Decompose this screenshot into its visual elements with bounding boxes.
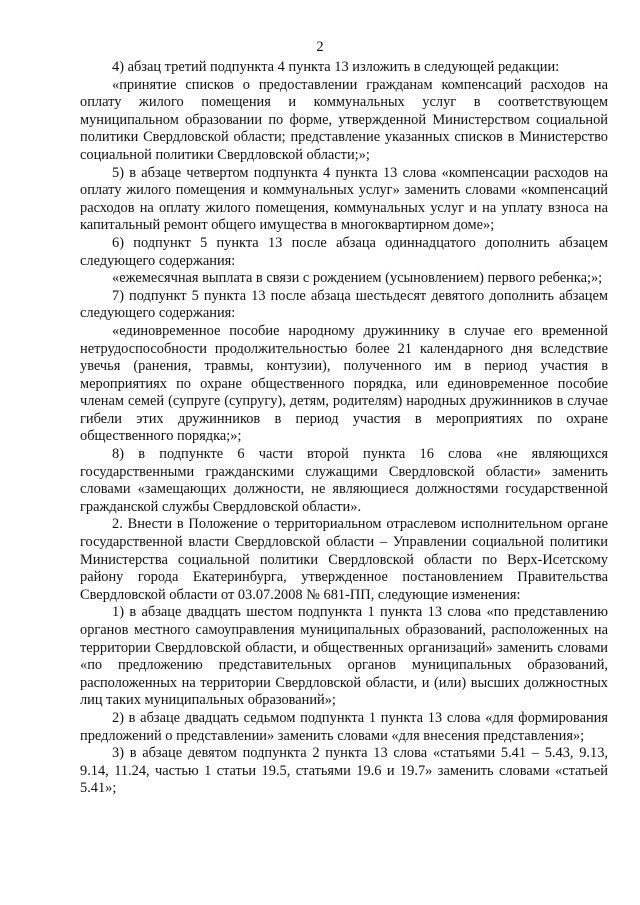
paragraph-section-2-item-1: 1) в абзаце двадцать шестом подпункта 1 пункта 13 слова «по представлению органов местного самоуправления муниципальных образований, расположенных на территории Свердловской области, и общественных организаций» заменить словами «по предложению представительных органов муниципальных образований, расположенных на территории Свердловской области, и (или) высших должностных лиц таких муниципальных образований»; — [80, 604, 608, 709]
paragraph-section-2: 2. Внести в Положение о территориальном отраслевом исполнительном органе государственной власти Свердловской области – Управлении социальной политики Министерства социальной политики Свердловской области по Верх-Исетскому району города Екатеринбурга, утвержденное постановлением Правительства Свердловской области от 03.07.2008 № 681-ПП, следующие изменения: — [80, 516, 608, 603]
paragraph-section-2-item-2: 2) в абзаце двадцать седьмом подпункта 1 пункта 13 слова «для формирования предложений о представлении» заменить словами «для внесения представления»; — [80, 709, 608, 744]
paragraph-item-4-heading: 4) абзац третий подпункта 4 пункта 13 изложить в следующей редакции: — [112, 59, 560, 75]
paragraph-quote-lump-sum-allowance: «единовременное пособие народному дружиннику в случае его временной нетрудоспособности продолжительностью более 21 календарного дня вследствие увечья (ранения, травмы, контузии), полученного им в период участия в мероприятиях по охране общественного порядка, или единовременное пособие членам семей (супруге (супругу), детям, родителям) народных дружинников в случае гибели этих дружинников в период участия в мероприятиях по охране общественного порядка;»; — [80, 322, 608, 445]
paragraph-item-6: 6) подпункт 5 пункта 13 после абзаца одиннадцатого дополнить абзацем следующего содержания: — [80, 234, 608, 269]
paragraph-section-2-item-3: 3) в абзаце девятом подпункта 2 пункта 13 слова «статьями 5.41 – 5.43, 9.13, 9.14, 11.24, частью 1 статьи 19.5, статьями 19.6 и 19.7» заменить словами «статьей 5.41»; — [80, 745, 608, 797]
document-body — [80, 59, 608, 798]
paragraph-quote-list-acceptance: «принятие списков о предоставлении гражданам компенсаций расходов на оплату жилого помещения и коммунальных услуг в соответствующем муниципальном образовании по форме, утвержденной Министерством социальной политики Свердловской области; представление указанных списков в Министерство социальной политики Свердловской области;»; — [80, 76, 608, 163]
paragraph-quote-monthly-payment: «ежемесячная выплата в связи с рождением (усыновлением) первого ребенка;»; — [112, 270, 603, 287]
page-number: 2 — [316, 39, 324, 55]
paragraph-item-7: 7) подпункт 5 пункта 13 после абзаца шестьдесят девятого дополнить абзацем следующего содержания: — [80, 287, 608, 322]
paragraph-item-8: 8) в подпункте 6 части второй пункта 16 слова «не являющихся государственными гражданскими служащими Свердловской области» заменить словами «замещающих должности, не являющиеся должностями государственной гражданской службы Свердловской области». — [80, 446, 608, 515]
paragraph-item-5: 5) в абзаце четвертом подпункта 4 пункта 13 слова «компенсации расходов на оплату жилого помещения и коммунальных услуг» заменить словами «компенсаций расходов на оплату жилого помещения, коммунальных услуг и на уплату взноса на капитальный ремонт общего имущества в многоквартирном доме»; — [80, 164, 608, 234]
